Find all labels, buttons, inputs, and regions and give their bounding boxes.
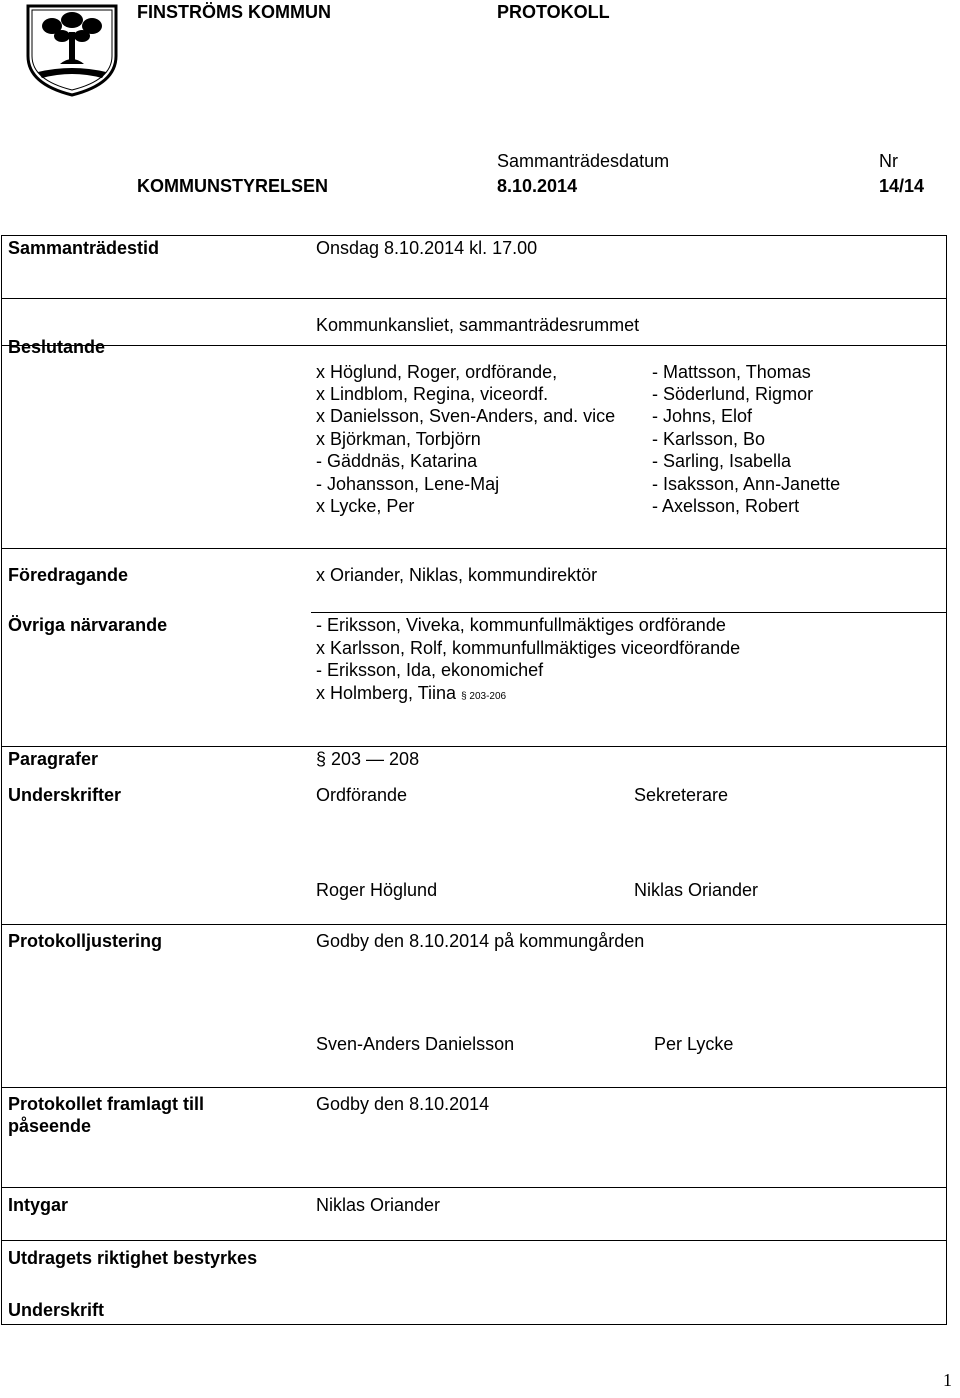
substitute-list-item: - Karlsson, Bo [652,429,766,449]
others-list-item-text: x Holmberg, Tiina [316,683,457,703]
presenter-value: x Oriander, Niklas, kommundirektör [316,565,598,585]
substitute-list-item: - Axelsson, Robert [652,496,800,516]
table-left-border [1,235,2,1325]
member-list-item: x Danielsson, Sven-Anders, and. vice [316,406,616,426]
divider [311,612,946,613]
chair-role: Ordförande [316,785,408,805]
certification-label: Intygar [8,1195,69,1215]
municipality-name: FINSTRÖMS KOMMUN [137,2,331,22]
presenter-label: Föredragande [8,565,129,585]
public-display-value: Godby den 8.10.2014 [316,1094,490,1114]
document-type: PROTOKOLL [497,2,610,22]
page-number: 1 [943,1370,952,1390]
divider [1,1187,946,1188]
others-list-item: - Eriksson, Ida, ekonomichef [316,660,544,680]
public-display-label: Protokollet framlagt till [8,1094,205,1114]
divider [1,924,946,925]
paragraphs-label: Paragrafer [8,749,99,769]
extract-label: Utdragets riktighet bestyrkes [8,1248,258,1268]
protocol-number: 14/14 [879,176,925,196]
deciders-label: Beslutande [8,337,106,357]
divider [1,298,946,299]
member-list-item: x Björkman, Torbjörn [316,429,481,449]
number-label: Nr [879,151,898,171]
signatures-label: Underskrifter [8,785,122,805]
municipality-crest-icon [22,2,122,98]
divider [1,1240,946,1241]
meeting-date: 8.10.2014 [497,176,578,196]
paragraph-note: § 203-206 [461,691,507,702]
meeting-time-label: Sammanträdestid [8,238,160,258]
member-list-item: - Johansson, Lene-Maj [316,474,500,494]
divider [1,548,946,549]
board-name: KOMMUNSTYRELSEN [137,176,329,196]
divider [1,235,946,236]
divider [1,1087,946,1088]
member-list-item: - Gäddnäs, Katarina [316,451,478,471]
others-list-item: x Karlsson, Rolf, kommunfullmäktiges viceordförande [316,638,741,658]
substitute-list-item: - Mattsson, Thomas [652,362,811,382]
others-list-item [316,683,506,704]
member-list-item: x Lycke, Per [316,496,415,516]
others-present-label: Övriga närvarande [8,615,168,635]
secretary-role: Sekreterare [634,785,729,805]
meeting-location: Kommunkansliet, sammanträdesrummet [316,315,640,335]
substitute-list-item: - Johns, Elof [652,406,753,426]
substitute-list-item: - Isaksson, Ann-Janette [652,474,841,494]
divider [1,345,946,346]
public-display-label-2: påseende [8,1116,92,1136]
adjuster-name: Per Lycke [654,1034,734,1054]
divider [1,746,946,747]
member-list-item: x Lindblom, Regina, viceordf. [316,384,549,404]
adjustment-label: Protokolljustering [8,931,163,951]
table-right-border [946,235,947,1325]
certification-value: Niklas Oriander [316,1195,441,1215]
secretary-name: Niklas Oriander [634,880,759,900]
adjustment-value: Godby den 8.10.2014 på kommungården [316,931,645,951]
paragraphs-value: § 203 — 208 [316,749,420,769]
substitute-list-item: - Söderlund, Rigmor [652,384,814,404]
others-list-item: - Eriksson, Viveka, kommunfullmäktiges ordförande [316,615,726,635]
table-bottom-border [1,1324,946,1325]
signature-label: Underskrift [8,1300,105,1320]
meeting-time-value: Onsdag 8.10.2014 kl. 17.00 [316,238,538,258]
chair-name: Roger Höglund [316,880,438,900]
member-list-item: x Höglund, Roger, ordförande, [316,362,558,382]
meeting-date-label: Sammanträdesdatum [497,151,670,171]
adjuster-name: Sven-Anders Danielsson [316,1034,515,1054]
substitute-list-item: - Sarling, Isabella [652,451,792,471]
